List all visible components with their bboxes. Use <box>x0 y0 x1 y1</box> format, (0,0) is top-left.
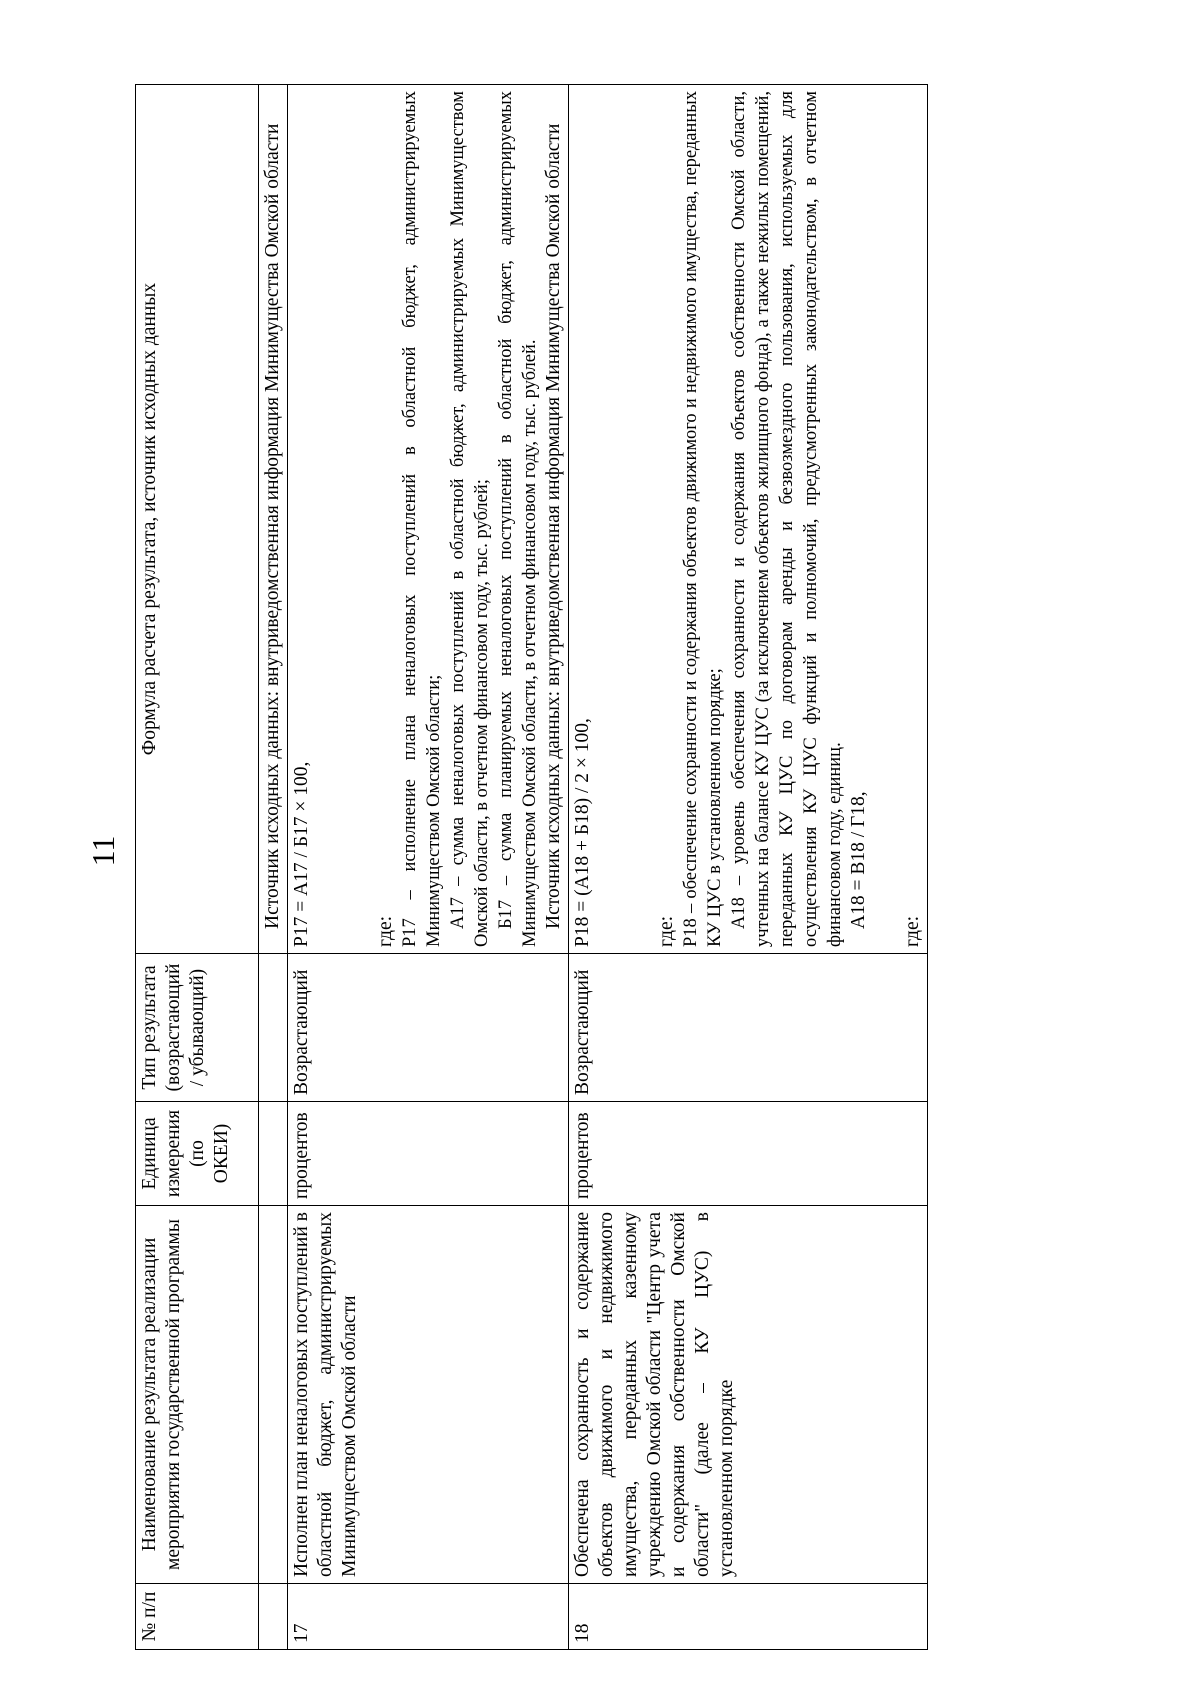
table-row-continuation <box>259 85 288 1650</box>
header-num: № п/п <box>136 1584 259 1650</box>
definition-a18-formula: А18 = В18 / Г18, <box>848 791 869 929</box>
header-formula: Формула расчета результата, источник исходных данных <box>136 85 259 954</box>
page-number: 11 <box>85 835 121 867</box>
cell-formula <box>569 85 928 954</box>
formula-line: Р17 = А17 / Б17 × 100, <box>291 761 312 947</box>
cell-type: Возрастающий <box>569 954 928 1102</box>
definition-a18: А18 – уровень обеспечения сохранности и содержания объектов собственности Омской области, учтенных на балансе КУ ЦУС (за исключением объектов жилищного фонда), а также нежилых помещений, переданных КУ ЦУС по договорам аренды и безвозмездного пользования, используемых для осуществления КУ ЦУС функций и полномочий, предусмотренных законодательством, в отчетном финансовом году, единиц. <box>729 91 845 947</box>
definition-b17: Б17 – сумма планируемых неналоговых поступлений в областной бюджет, администрируемых Минимуществом Омской области, в отчетном финансовом году, тыс. рублей. <box>496 91 540 947</box>
table-row-17 <box>288 85 569 1650</box>
source-text: Источник исходных данных: внутриведомственная информация Минимущества Омской области <box>543 123 564 929</box>
spacer <box>871 91 901 947</box>
cell-formula <box>288 85 569 954</box>
definition-p17: Р17 – исполнение плана неналоговых поступлений в областной бюджет, администрируемых Минимуществом Омской области; <box>400 91 444 947</box>
header-type: Тип результата (возрастающий / убывающий) <box>136 954 259 1102</box>
formula-line: Р18 = (А18 + Б18) / 2 × 100, <box>572 718 593 947</box>
cell-type: Возрастающий <box>288 954 569 1102</box>
cell-name: Обеспечена сохранность и содержание объектов движимого и недвижимого имущества, переданных казенному учреждению Омской области "Центр учета и содержания собственности Омской области" (далее – КУ ЦУС) в установленном порядке <box>569 1206 928 1584</box>
cell-unit: процентов <box>288 1102 569 1206</box>
definition-a17: А17 – сумма неналоговых поступлений в областной бюджет, администрируемых Минимуществом Омской области, в отчетном финансовом году, тыс. рублей; <box>448 91 492 947</box>
cell-num: 17 <box>288 1584 569 1650</box>
cell-unit: процентов <box>569 1102 928 1206</box>
table-row-18 <box>569 85 928 1650</box>
cell-num: 18 <box>569 1584 928 1650</box>
landscape-content <box>135 85 1185 1650</box>
cell-unit <box>259 1102 288 1206</box>
definition-p18: Р18 – обеспечение сохранности и содержания объектов движимого и недвижимого имущества, переданных КУ ЦУС в установленном порядке; <box>681 91 725 947</box>
cell-name: Исполнен план неналоговых поступлений в областной бюджет, администрируемых Минимуществом Омской области <box>288 1206 569 1584</box>
cell-type <box>259 954 288 1102</box>
cell-name <box>259 1206 288 1584</box>
header-unit: Единица измерения (по ОКЕИ) <box>136 1102 259 1206</box>
spacer <box>595 91 655 947</box>
results-table <box>135 84 928 1650</box>
rotated-table-container <box>135 85 1185 1650</box>
cell-formula-source: Источник исходных данных: внутриведомственная информация Минимущества Омской области <box>259 85 288 954</box>
spacer <box>314 91 374 947</box>
table-header-row <box>136 85 259 1650</box>
header-name: Наименование результата реализации мероприятия государственной программы <box>136 1206 259 1584</box>
cell-num <box>259 1584 288 1650</box>
where-label: где: <box>656 915 677 947</box>
where-label-2: где: <box>902 915 923 947</box>
where-label: где: <box>375 915 396 947</box>
